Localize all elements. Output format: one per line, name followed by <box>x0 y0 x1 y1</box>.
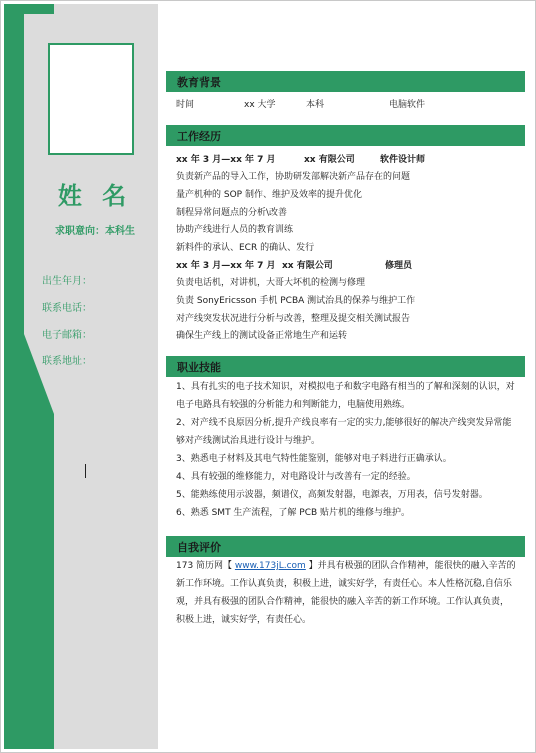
skills-title: 职业技能 <box>177 361 221 374</box>
evaluation-prefix: 173 简历网【 <box>176 561 235 571</box>
candidate-name: 姓 名 <box>57 182 133 210</box>
text-cursor <box>85 464 86 478</box>
skill-item: 2、对产线不良原因分析,提升产线良率有一定的实力,能够很好的解决产线突发异常能够对产线测试治具进行设计与维护。 <box>176 418 512 446</box>
education-header <box>166 71 525 92</box>
photo-placeholder <box>48 43 134 155</box>
education-title: 教育背景 <box>177 76 221 89</box>
job1-period: xx 年 3 月—xx 年 7 月 <box>176 155 276 165</box>
education-time: 时间 <box>176 100 195 110</box>
address-label: 联系地址： <box>42 356 92 367</box>
phone-label: 联系电话： <box>42 303 92 314</box>
skills-list <box>176 378 516 522</box>
job1-duty: 协助产线进行人员的教育训练 <box>176 225 294 235</box>
job1-duty: 负责新产品的导入工作，协助研发部解决新产品存在的问题 <box>176 172 411 182</box>
job1-duty: 新料件的承认、ECR 的确认、发行 <box>176 243 315 253</box>
sidebar-accent-bar <box>4 4 24 749</box>
work-title: 工作经历 <box>177 130 221 143</box>
work-header <box>166 125 525 146</box>
job2-duty: 负责电话机，对讲机，大哥大坏机的检测与修理 <box>176 278 366 288</box>
skill-item: 1、具有扎实的电子技术知识，对模拟电子和数字电路有相当的了解和深刻的认识，对电子电路具有较强的分析能力和判断能力，电脑使用熟练。 <box>176 382 515 410</box>
evaluation-header <box>166 536 525 557</box>
job2-period: xx 年 3 月—xx 年 7 月 <box>176 261 276 271</box>
education-major: 电脑软件 <box>389 100 426 110</box>
education-school: xx 大学 <box>244 100 276 110</box>
skill-item: 6、熟悉 SMT 生产流程，了解 PCB 贴片机的维修与维护。 <box>176 508 411 518</box>
email-label: 电子邮箱： <box>42 330 92 341</box>
job-intent: 求职意向：本科生 <box>55 226 135 237</box>
job2-position: 修理员 <box>385 261 413 271</box>
skill-item: 4、具有较强的维修能力，对电路设计与改善有一定的经验。 <box>176 472 416 482</box>
job1-duty: 量产机种的 SOP 制作、维护及效率的提升优化 <box>176 190 362 200</box>
job1-duty: 制程异常问题点的分析\改善 <box>176 208 288 218</box>
evaluation-text <box>176 557 516 629</box>
evaluation-body: 】并具有极强的团队合作精神，能很快的融入辛苦的新工作环境。工作认真负责，积极上进，诚实好学，有责任心。本人性格沉稳,自信乐观，并具有极强的团队合作精神，能很快的融入辛苦的新工作环境。工作认真负责，积极上进，诚实好学，有责任心。 <box>176 561 516 625</box>
job2-duty: 确保生产线上的测试设备正常地生产和运转 <box>176 331 348 341</box>
skill-item: 5、能熟练使用示波器，频谱仪，高频发射器，电源表，万用表，信号发射器。 <box>176 490 488 500</box>
job2-company: xx 有限公司 <box>282 261 333 271</box>
job2-duty: 对产线突发状况进行分析与改善，整理及提交相关测试报告 <box>176 314 411 324</box>
job1-position: 软件设计师 <box>380 155 426 165</box>
job1-company: xx 有限公司 <box>304 155 355 165</box>
evaluation-title: 自我评价 <box>177 541 221 554</box>
birth-date-label: 出生年月： <box>42 276 92 287</box>
skills-header <box>166 356 525 377</box>
skill-item: 3、熟悉电子材料及其电气特性能鉴别，能够对电子料进行正确承认。 <box>176 454 452 464</box>
education-degree: 本科 <box>306 100 325 110</box>
website-link[interactable]: www.173jL.com <box>234 561 306 571</box>
job2-duty: 负责 SonyEricsson 手机 PCBA 测试治具的保养与维护工作 <box>176 296 416 306</box>
